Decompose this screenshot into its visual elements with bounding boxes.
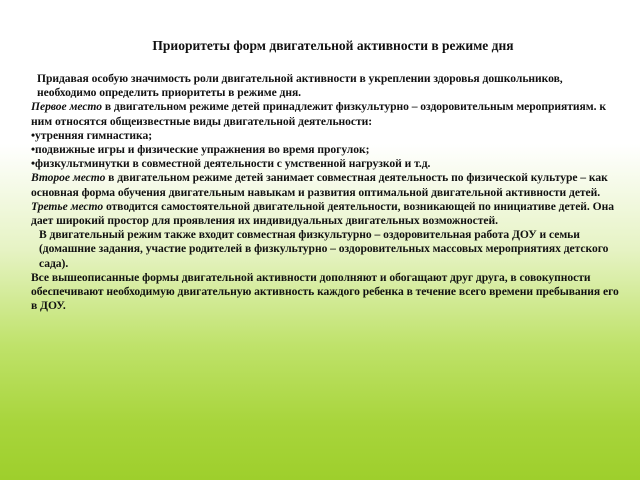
first-place-paragraph (31, 100, 621, 128)
third-place-lead: Третье место (31, 199, 104, 213)
intro-paragraph: Придавая особую значимость роли двигательной активности в укреплении здоровья дошкольников, необходимо определить приоритеты в режиме дня. (37, 72, 563, 100)
joint-work-paragraph: В двигательный режим также входит совместная физкультурно – оздоровительная работа ДОУ и семьи (домашние задания, участие родителей в физкультурно – оздоровительных массовых мероприятиях детского сада). (39, 228, 609, 270)
second-place-paragraph (31, 171, 621, 199)
third-place-text: отводится самостоятельной двигательной деятельности, возникающей по инициативе детей. Она дает широкий простор для проявления их индивидуальных двигательных возможностей. (31, 199, 614, 228)
bullet-item: •утренняя гимнастика; (31, 128, 153, 142)
bullet-item: •подвижные игры и физические упражнения во время прогулок; (31, 143, 370, 157)
first-place-lead: Первое место (31, 100, 102, 114)
third-place-paragraph (31, 200, 621, 228)
first-place-text: в двигательном режиме детей принадлежит физкультурно – оздоровительным мероприятиям. к ним относятся общеизвестные виды двигательной деятельности: (31, 100, 606, 128)
slide-title: Приоритеты форм двигательной активности в режиме дня (152, 38, 514, 53)
conclusion-paragraph: Все вышеописанные формы двигательной активности дополняют и обогащают друг друга, в совокупности обеспечивают необходимую двигательную активность каждого ребенка в течение всего времени пребывания его в ДОУ. (31, 270, 619, 313)
second-place-lead: Второе место (31, 171, 106, 185)
second-place-text: в двигательном режиме детей занимает совместная деятельность по физической культуре – как основная форма обучения двигательным навыкам и развития оптимальной двигательной активности детей. (31, 171, 608, 199)
slide-body (31, 72, 621, 313)
bullet-item: •физкультминутки в совместной деятельности с умственной нагрузкой и т.д. (31, 157, 431, 171)
